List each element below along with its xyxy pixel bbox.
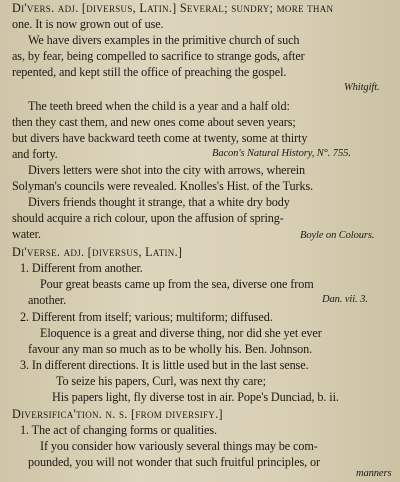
sense-line: 2. Different from itself; various; multiform; diffused. (20, 310, 273, 324)
quotation-line: then they cast them, and new ones come about seven years; (12, 115, 296, 129)
quotation-line: as, by fear, being compelled to sacrifice to strange gods, after (12, 49, 305, 63)
entry-diversification-headword: Diversifica'tion. n. s. [from diversify.] (12, 407, 223, 421)
quotation-line: The teeth breed when the child is a year and a half old: (28, 99, 290, 113)
quotation-source: Boyle on Colours. (300, 230, 375, 241)
quotation-line: and forty. (12, 147, 58, 161)
entry-text-line: one. It is now grown out of use. (12, 17, 164, 31)
verse-line: To seize his papers, Curl, was next thy care; (56, 374, 266, 388)
quotation-line: water. (12, 227, 41, 241)
quotation-line: favour any man so much as to be wholly his. Ben. Johnson. (28, 342, 313, 356)
quotation-line: but divers have backward teeth come at twenty, some at thirty (12, 131, 308, 145)
quotation-source: Whitgift. (344, 82, 380, 93)
quotation-line: If you consider how variously several things may be com- (40, 439, 318, 453)
quotation-line: Pour great beasts came up from the sea, diverse one from (40, 277, 314, 291)
quotation-source: Dan. vii. 3. (322, 294, 368, 305)
catchword: manners (356, 468, 392, 479)
verse-line: His papers light, fly diverse tost in air. Pope's Dunciad, b. ii. (52, 390, 339, 404)
sense-line: 1. The act of changing forms or qualities. (20, 423, 217, 437)
quotation-line: should acquire a rich colour, upon the affusion of spring- (12, 211, 284, 225)
quotation-source: Bacon's Natural History, N°. 755. (212, 148, 351, 159)
quotation-line: pounded, you will not wonder that such fruitful principles, or (28, 455, 321, 469)
sense-line: 1. Different from another. (20, 261, 143, 275)
quotation-line: repented, and kept still the office of preaching the gospel. (12, 65, 287, 79)
quotation-line: Divers letters were shot into the city with arrows, wherein (28, 163, 306, 177)
quotation-line: We have divers examples in the primitive church of such (28, 33, 300, 47)
entry-diverse-headword: Di'verse. adj. [diversus, Latin.] (12, 245, 183, 259)
sense-line: 3. In different directions. It is little used but in the last sense. (20, 358, 309, 372)
quotation-line: another. (28, 293, 67, 307)
quotation-line: Solyman's councils were revealed. Knolles's Hist. of the Turks. (12, 179, 314, 193)
quotation-line: Eloquence is a great and diverse thing, nor did she yet ever (40, 326, 322, 340)
quotation-line: Divers friends thought it strange, that a white dry body (28, 195, 290, 209)
entry-divers-headword: Di'vers. adj. [diversus, Latin.] Several; sundry; more than (12, 1, 334, 15)
